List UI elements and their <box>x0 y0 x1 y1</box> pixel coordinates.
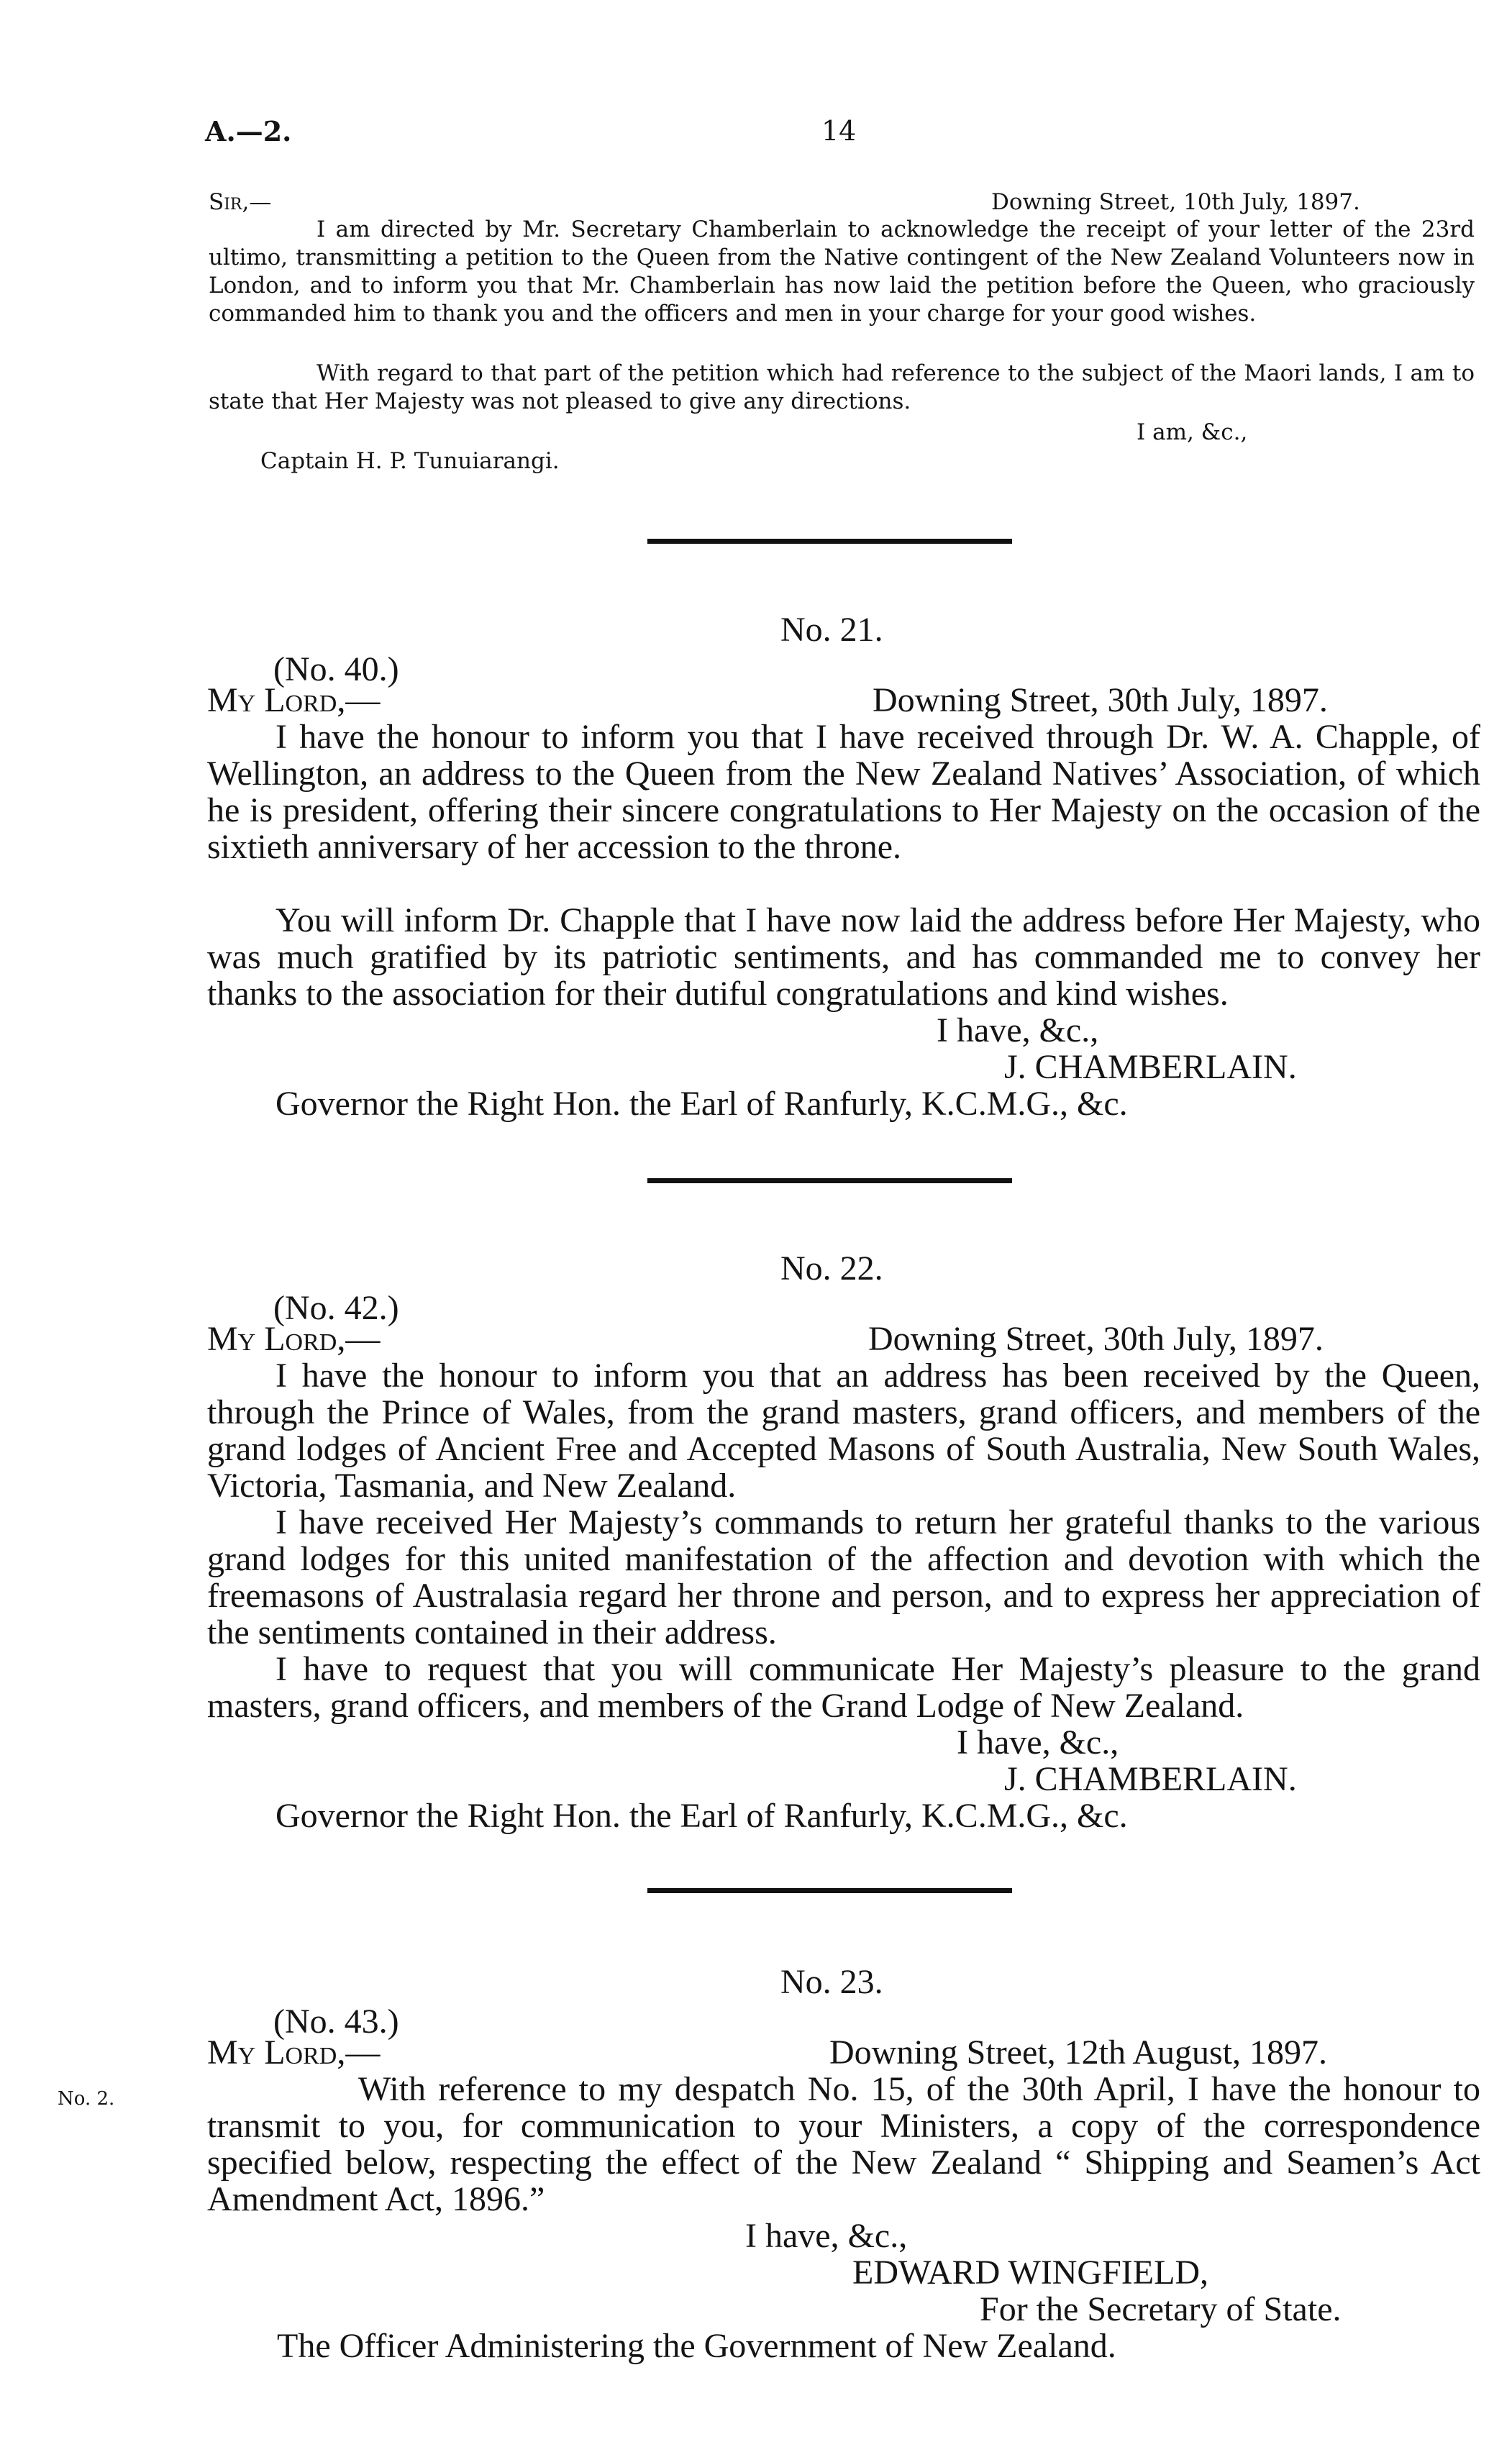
document-reference: A.—2. <box>205 115 292 147</box>
closing: I have, &c., <box>957 1723 1119 1762</box>
closing: I have, &c., <box>937 1011 1099 1049</box>
paragraph-1: I am directed by Mr. Secretary Chamberlain to acknowledge the receipt of your letter of the 23rd ultimo, transmitting a petition to the Queen from the Native contingent of the New Zealand Volunteers now in London, and to inform you that Mr. Chamberlain has now laid the petition before the Queen, who graciously commanded him to thank you and the officers and men in your charge for your good wishes. <box>209 217 1475 327</box>
salutation: My Lord,— <box>207 1320 381 1358</box>
section-divider <box>647 539 1012 544</box>
paragraph-2: You will inform Dr. Chapple that I have now laid the address before Her Majesty, who was much gratified by its patriotic sentiments, and has commanded me to convey her thanks to the association for their dutiful congratulations and kind wishes. <box>207 901 1480 1013</box>
despatch-ref: (No. 42.) <box>273 1289 399 1327</box>
addressee: Governor the Right Hon. the Earl of Ranfurly, K.C.M.G., &c. <box>275 1797 1128 1835</box>
salutation: My Lord,— <box>207 2033 381 2072</box>
letter-number: No. 22. <box>780 1249 883 1288</box>
paragraph-3: I have to request that you will communicate Her Majesty’s pleasure to the grand masters, grand officers, and members of the Grand Lodge of New Zealand. <box>207 1650 1480 1725</box>
closing: I am, &c., <box>1137 419 1248 445</box>
section-divider <box>647 1178 1012 1183</box>
margin-note: No. 2. <box>58 2088 115 2110</box>
signature: J. CHAMBERLAIN. <box>1004 1760 1297 1798</box>
salutation: My Lord,— <box>207 681 381 719</box>
place-date: Downing Street, 10th July, 1897. <box>991 189 1360 215</box>
addressee: The Officer Administering the Government of New Zealand. <box>277 2327 1116 2365</box>
addressee: Governor the Right Hon. the Earl of Ranfurly, K.C.M.G., &c. <box>275 1085 1128 1123</box>
salutation: Sir,— <box>209 189 272 215</box>
signature-title: For the Secretary of State. <box>980 2290 1342 2328</box>
letter-number: No. 21. <box>780 611 883 649</box>
paragraph-1: I have the honour to inform you that an address has been received by the Queen, through the Prince of Wales, from the grand masters, grand officers, and members of the grand lodges of Ancient Free and Accepted Masons of South Australia, New South Wales, Victoria, Tasmania, and New Zealand. <box>207 1357 1480 1505</box>
despatch-ref: (No. 40.) <box>273 650 399 688</box>
section-divider <box>647 1888 1012 1893</box>
paragraph-1: I have the honour to inform you that I have received through Dr. W. A. Chapple, of Wellington, an address to the Queen from the New Zealand Natives’ Association, of which he is president, offering their sincere congratulations to Her Majesty on the occasion of the sixtieth anniversary of her accession to the throne. <box>207 718 1480 866</box>
paragraph-1: With reference to my despatch No. 15, of the 30th April, I have the honour to transmit to you, for communication to your Ministers, a copy of the correspondence specified below, respecting the effect of the New Zealand “ Shipping and Seamen’s Act Amendment Act, 1896.” <box>207 2070 1480 2218</box>
signature: EDWARD WINGFIELD, <box>852 2254 1209 2292</box>
page-number: 14 <box>821 115 857 147</box>
addressee: Captain H. P. Tunuiarangi. <box>260 448 560 474</box>
despatch-ref: (No. 43.) <box>273 2002 399 2041</box>
signature: J. CHAMBERLAIN. <box>1004 1048 1297 1086</box>
place-date: Downing Street, 30th July, 1897. <box>868 1320 1324 1358</box>
place-date: Downing Street, 12th August, 1897. <box>829 2033 1327 2072</box>
closing: I have, &c., <box>745 2217 908 2255</box>
paragraph-2: With regard to that part of the petition which had reference to the subject of the Maori lands, I am to state that Her Majesty was not pleased to give any directions. <box>209 360 1475 414</box>
place-date: Downing Street, 30th July, 1897. <box>873 681 1328 719</box>
paragraph-2: I have received Her Majesty’s commands to return her grateful thanks to the various grand lodges for this united manifestation of the affection and devotion with which the freemasons of Australasia regard her throne and person, and to express her appreciation of the sentiments contained in their address. <box>207 1503 1480 1651</box>
letter-number: No. 23. <box>780 1963 883 2001</box>
